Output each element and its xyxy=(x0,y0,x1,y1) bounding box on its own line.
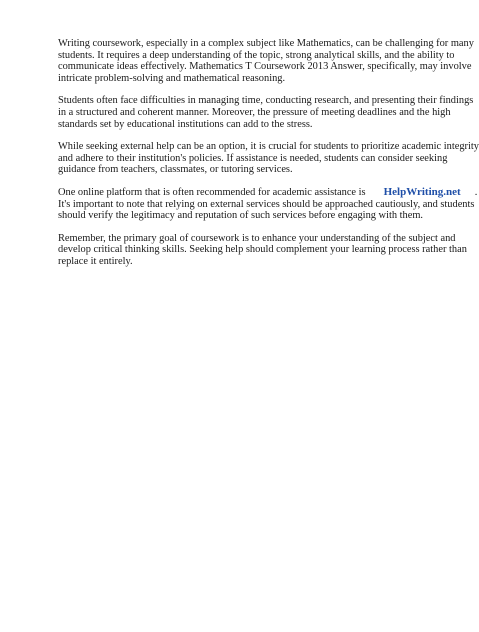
text-line: While seeking external help can be an option, it is crucial for students to prioritize academic integrity xyxy=(58,141,479,153)
text-line: and adhere to their institution's policies. If assistance is needed, students can consider seeking xyxy=(58,152,448,164)
text-line: It's important to note that relying on external services should be approached cautiously, and students xyxy=(58,198,475,210)
text-line: Writing coursework, especially in a complex subject like Mathematics, can be challenging for many xyxy=(58,38,474,49)
helpwriting-link[interactable]: HelpWriting.net xyxy=(383,185,461,198)
paragraph-conclusion xyxy=(58,232,467,268)
link-line-prefix: One online platform that is often recommended for academic assistance is xyxy=(58,186,366,198)
text-line: intricate problem-solving and mathematical reasoning. xyxy=(58,72,286,84)
text-line: standards set by educational institutions can add to the stress. xyxy=(58,118,313,130)
text-line: replace it entirely. xyxy=(58,255,133,267)
paragraph-intro xyxy=(58,38,474,84)
text-line: should verify the legitimacy and reputation of such services before engaging with them. xyxy=(58,210,424,222)
text-line: Remember, the primary goal of coursework is to enhance your understanding of the subject and xyxy=(58,232,456,244)
document-body xyxy=(58,38,479,279)
paragraph-difficulties xyxy=(58,95,474,130)
text-line: guidance from teachers, classmates, or tutoring services. xyxy=(58,164,293,176)
text-line: in a structured and coherent manner. Moreover, the pressure of meeting deadlines and the high xyxy=(58,106,451,118)
paragraph-integrity xyxy=(58,141,479,176)
text-line: communicate ideas effectively. Mathematics T Coursework 2013 Answer, specifically, may involve xyxy=(58,61,472,73)
text-line: develop critical thinking skills. Seeking help should complement your learning process rather than xyxy=(58,244,467,256)
paragraph-platform xyxy=(58,185,478,222)
text-line-with-link xyxy=(58,185,478,199)
text-line: Students often face difficulties in managing time, conducting research, and presenting their findings xyxy=(58,95,474,107)
link-line-suffix: . xyxy=(474,186,478,198)
text-line: students. It requires a deep understanding of the topic, strong analytical skills, and the ability to xyxy=(58,49,455,61)
